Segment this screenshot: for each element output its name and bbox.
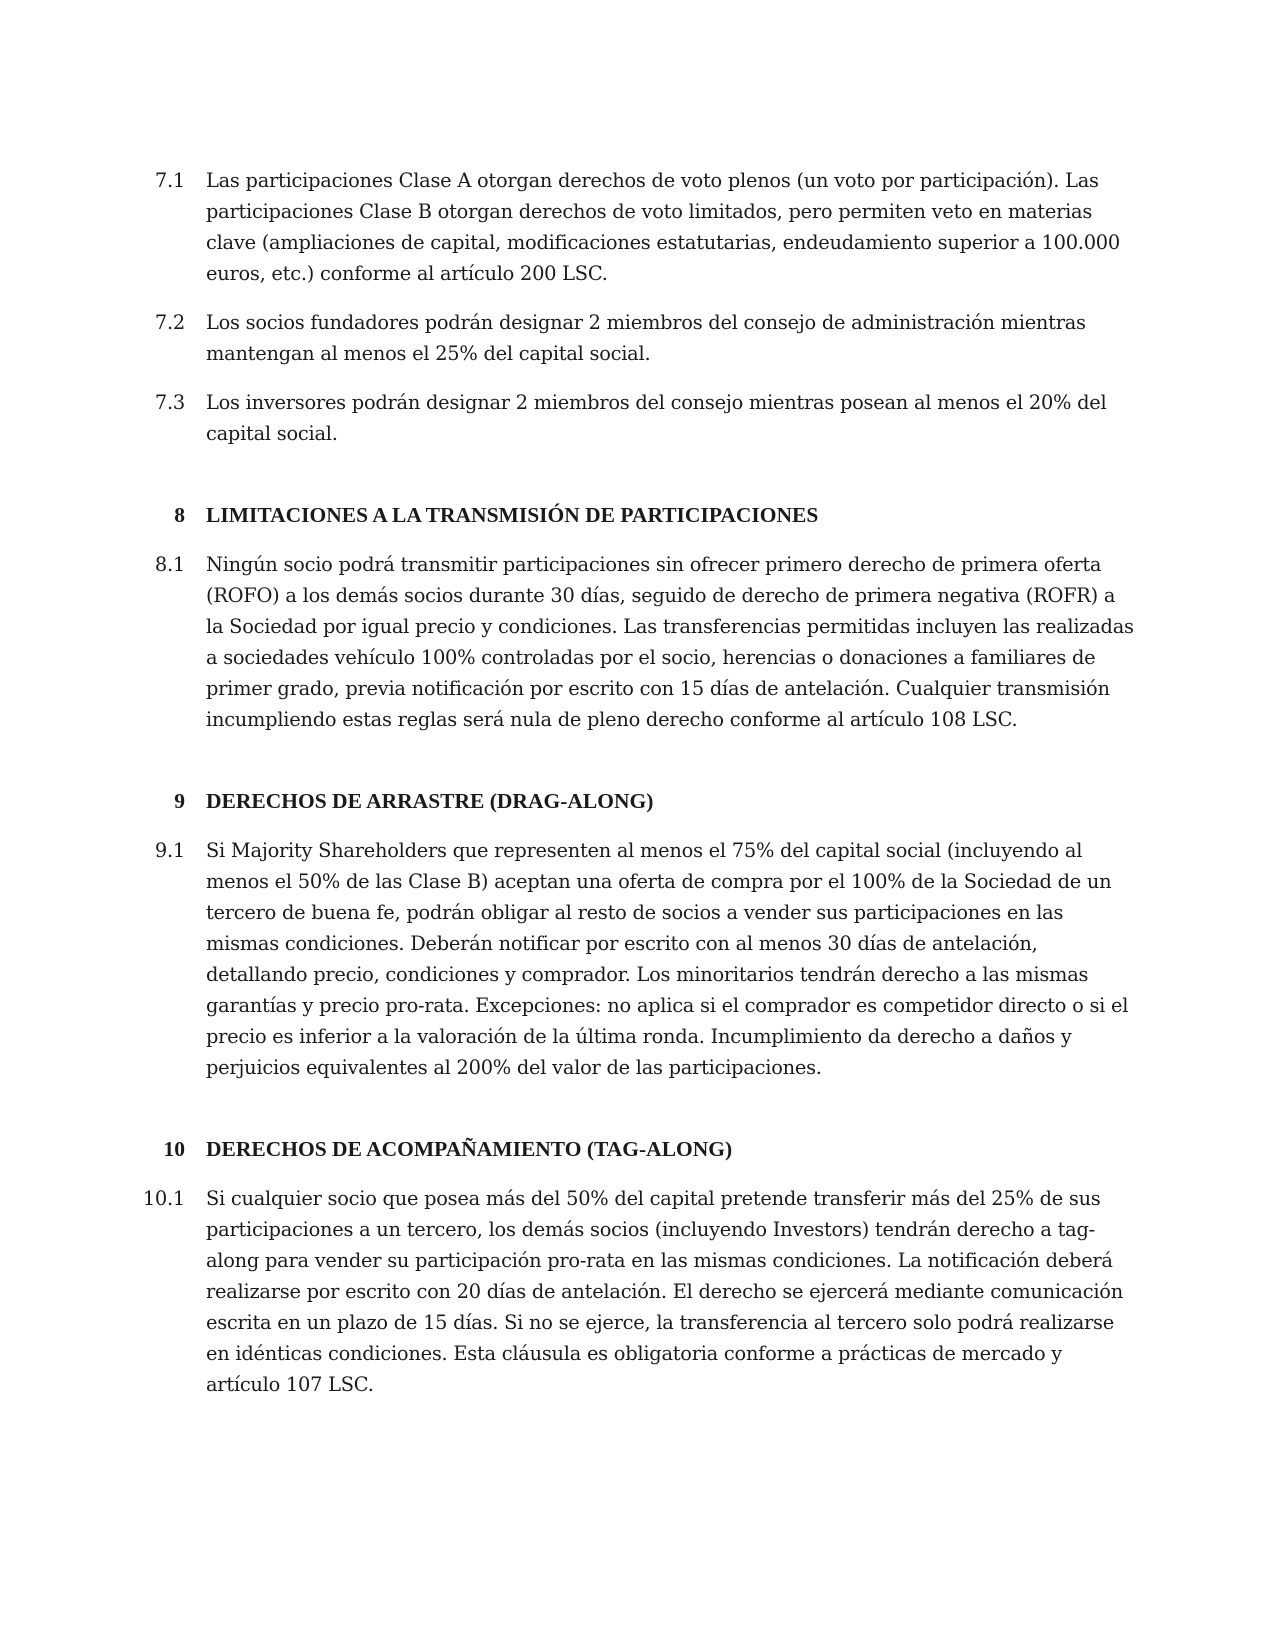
- section-title: LIMITACIONES A LA TRANSMISIÓN DE PARTICIPACIONES: [206, 503, 819, 527]
- section-number: 8: [174, 503, 185, 527]
- clause-text: Los socios fundadores podrán designar 2 miembros del consejo de administración mientras mantengan al menos el 25% del capital social.: [206, 311, 1086, 365]
- section-title: DERECHOS DE ARRASTRE (DRAG-ALONG): [206, 789, 654, 813]
- clause-7-2: [154, 307, 1136, 369]
- section-heading-8: [174, 500, 1136, 531]
- section-number: 9: [174, 789, 185, 813]
- clause-10-1: [142, 1183, 1136, 1400]
- section-number: 10: [163, 1137, 185, 1161]
- section-title: DERECHOS DE ACOMPAÑAMIENTO (TAG-ALONG): [206, 1137, 733, 1161]
- section-heading-9: [174, 786, 1136, 817]
- clause-number: 7.3: [154, 391, 185, 414]
- clause-8-1: [154, 549, 1136, 735]
- clause-number: 7.1: [154, 169, 185, 192]
- clause-number: 8.1: [154, 553, 185, 576]
- clause-number: 9.1: [154, 839, 185, 862]
- clause-text: Si cualquier socio que posea más del 50% del capital pretende transferir más del 25% de sus participaciones a un tercero, los demás socios (incluyendo Investors) tendrán derecho a tag-along para vender su participación pro-rata en las mismas condiciones. La notificación deberá realizarse por escrito con 20 días de antelación. El derecho se ejercerá mediante comunicación escrita en un plazo de 15 días. Si no se ejerce, la transferencia al tercero solo podrá realizarse en idénticas condiciones. Esta cláusula es obligatoria conforme a prácticas de mercado y artículo 107 LSC.: [206, 1187, 1123, 1396]
- clause-text: Los inversores podrán designar 2 miembros del consejo mientras posean al menos el 20% del capital social.: [206, 391, 1107, 445]
- clause-7-1: [154, 165, 1136, 289]
- clause-7-3: [154, 387, 1136, 449]
- clause-text: Si Majority Shareholders que representen al menos el 75% del capital social (incluyendo al menos el 50% de las Clase B) aceptan una oferta de compra por el 100% de la Sociedad de un tercero de buena fe, podrán obligar al resto de socios a vender sus participaciones en las mismas condiciones. Deberán notificar por escrito con al menos 30 días de antelación, detallando precio, condiciones y comprador. Los minoritarios tendrán derecho a las mismas garantías y precio pro-rata. Excepciones: no aplica si el comprador es competidor directo o si el precio es inferior a la valoración de la última ronda. Incumplimiento da derecho a daños y perjuicios equivalentes al 200% del valor de las participaciones.: [206, 839, 1129, 1079]
- clause-text: Las participaciones Clase A otorgan derechos de voto plenos (un voto por participación). Las participaciones Clase B otorgan derechos de voto limitados, pero permiten veto en materias clave (ampliaciones de capital, modificaciones estatutarias, endeudamiento superior a 100.000 euros, etc.) conforme al artículo 200 LSC.: [206, 169, 1120, 285]
- clause-number: 10.1: [142, 1187, 185, 1210]
- clause-9-1: [154, 835, 1136, 1083]
- section-heading-10: [163, 1134, 1136, 1165]
- clause-text: Ningún socio podrá transmitir participaciones sin ofrecer primero derecho de primera oferta (ROFO) a los demás socios durante 30 días, seguido de derecho de primera negativa (ROFR) a la Sociedad por igual precio y condiciones. Las transferencias permitidas incluyen las realizadas a sociedades vehículo 100% controladas por el socio, herencias o donaciones a familiares de primer grado, previa notificación por escrito con 15 días de antelación. Cualquier transmisión incumpliendo estas reglas será nula de pleno derecho conforme al artículo 108 LSC.: [206, 553, 1134, 731]
- clause-number: 7.2: [154, 311, 185, 334]
